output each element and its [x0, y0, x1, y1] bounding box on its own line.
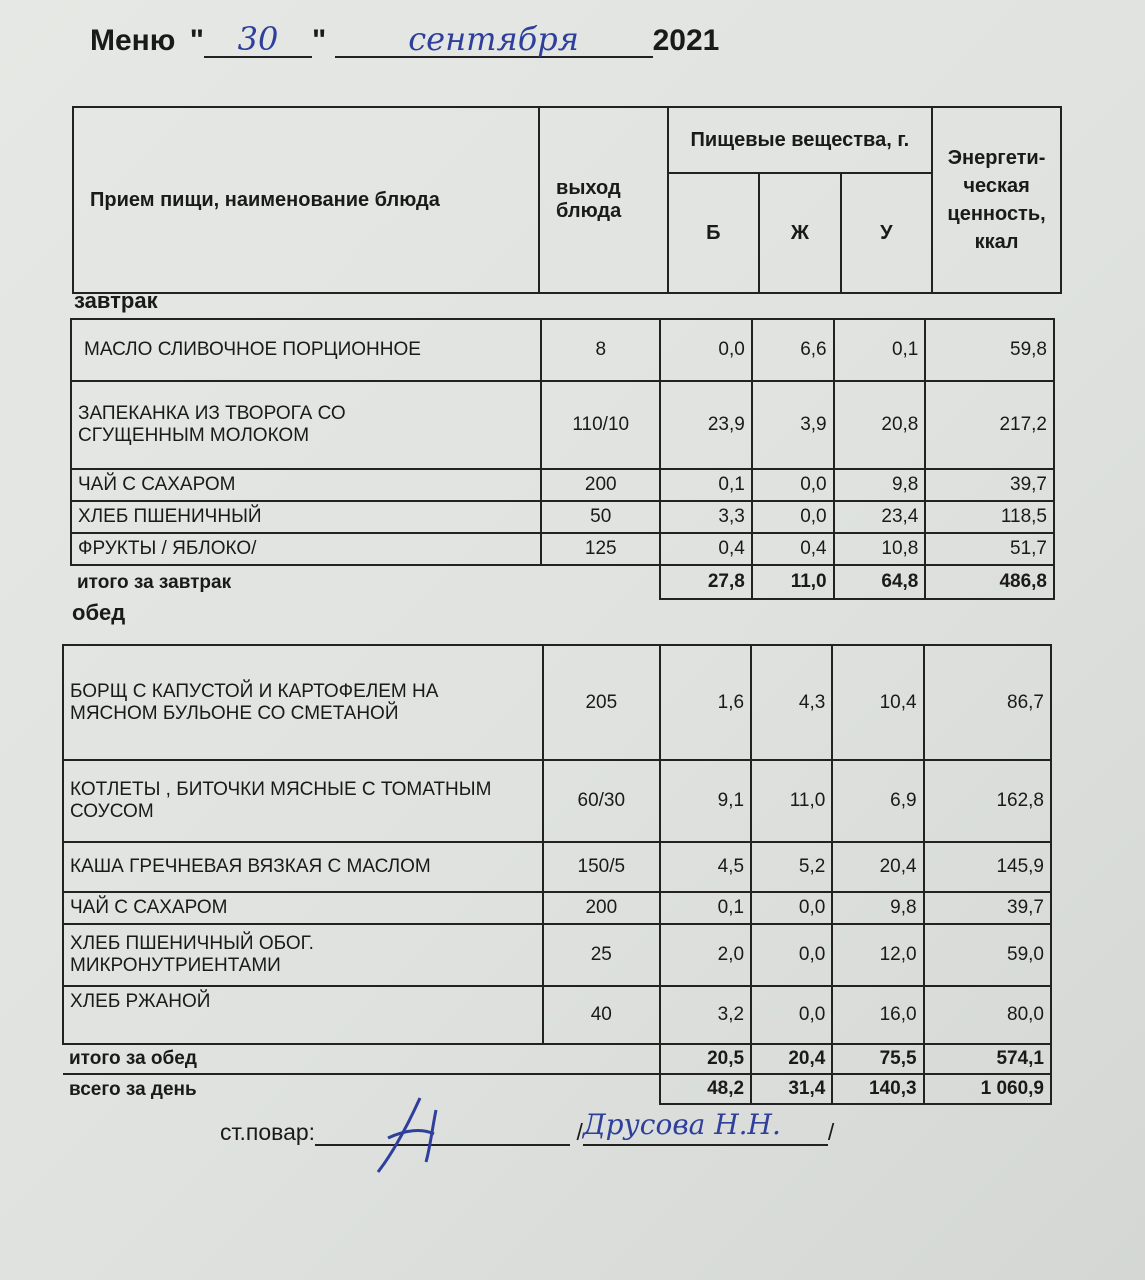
table-row — [71, 533, 1054, 565]
dish-kcal: 162,8 — [924, 760, 1051, 842]
dish-kcal: 118,5 — [925, 501, 1054, 533]
day-total-label: всего за день — [63, 1074, 660, 1104]
col-energy: Энергети-ческая ценность, ккал — [932, 107, 1061, 293]
dish-u: 12,0 — [832, 924, 923, 986]
menu-title — [90, 22, 719, 58]
dish-yield: 125 — [541, 533, 660, 565]
dish-kcal: 80,0 — [924, 986, 1051, 1044]
menu-label: Меню — [90, 24, 176, 57]
dish-name: ХЛЕБ ПШЕНИЧНЫЙ ОБОГ. МИКРОНУТРИЕНТАМИ — [63, 924, 543, 986]
dish-zh: 5,2 — [751, 842, 832, 892]
dish-u: 6,9 — [832, 760, 923, 842]
table-row — [71, 319, 1054, 381]
dish-b: 3,3 — [660, 501, 752, 533]
dish-kcal: 217,2 — [925, 381, 1054, 469]
dish-yield: 200 — [543, 892, 661, 924]
breakfast-total-label: итого за завтрак — [71, 565, 660, 599]
dish-u: 16,0 — [832, 986, 923, 1044]
dish-name: ЧАЙ С САХАРОМ — [63, 892, 543, 924]
dish-b: 1,6 — [660, 645, 751, 760]
dish-kcal: 39,7 — [925, 469, 1054, 501]
dish-u: 20,4 — [832, 842, 923, 892]
dish-yield: 50 — [541, 501, 660, 533]
signature-name-handwritten: Друсова Н.Н. — [583, 1108, 828, 1146]
dish-b: 9,1 — [660, 760, 751, 842]
dish-zh: 6,6 — [752, 319, 834, 381]
day-total-b: 48,2 — [660, 1074, 751, 1104]
dish-u: 20,8 — [834, 381, 926, 469]
table-row — [63, 986, 1051, 1044]
col-nutrients: Пищевые вещества, г. — [668, 107, 933, 173]
dish-zh: 4,3 — [751, 645, 832, 760]
signature-slash-close: / — [827, 1119, 835, 1145]
dish-zh: 0,0 — [751, 986, 832, 1044]
total-zh: 11,0 — [752, 565, 834, 599]
lunch-table — [62, 644, 1052, 1105]
dish-yield: 40 — [543, 986, 661, 1044]
quote-open: " — [189, 24, 204, 57]
dish-zh: 0,0 — [751, 892, 832, 924]
total-zh: 20,4 — [751, 1044, 832, 1074]
total-kcal: 486,8 — [925, 565, 1054, 599]
dish-name: БОРЩ С КАПУСТОЙ И КАРТОФЕЛЕМ НА МЯСНОМ БУЛЬОНЕ СО СМЕТАНОЙ — [63, 645, 543, 760]
dish-kcal: 145,9 — [924, 842, 1051, 892]
col-b: Б — [668, 173, 759, 293]
total-u: 64,8 — [834, 565, 926, 599]
lunch-total-label: итого за обед — [63, 1044, 660, 1074]
col-u: У — [841, 173, 932, 293]
breakfast-total-row — [71, 565, 1054, 599]
dish-name: МАСЛО СЛИВОЧНОЕ ПОРЦИОННОЕ — [71, 319, 541, 381]
total-b: 27,8 — [660, 565, 752, 599]
dish-yield: 200 — [541, 469, 660, 501]
dish-u: 9,8 — [834, 469, 926, 501]
dish-b: 0,0 — [660, 319, 752, 381]
dish-yield: 205 — [543, 645, 661, 760]
dish-zh: 0,0 — [751, 924, 832, 986]
dish-yield: 110/10 — [541, 381, 660, 469]
total-kcal: 574,1 — [924, 1044, 1051, 1074]
dish-zh: 0,0 — [752, 469, 834, 501]
signature-label: ст.повар: — [220, 1119, 316, 1145]
dish-name: КАША ГРЕЧНЕВАЯ ВЯЗКАЯ С МАСЛОМ — [63, 842, 543, 892]
dish-kcal: 86,7 — [924, 645, 1051, 760]
day-total-kcal: 1 060,9 — [924, 1074, 1051, 1104]
dish-name: КОТЛЕТЫ , БИТОЧКИ МЯСНЫЕ С ТОМАТНЫМ СОУСОМ — [63, 760, 543, 842]
dish-zh: 3,9 — [752, 381, 834, 469]
signature-line — [220, 1108, 834, 1146]
dish-kcal: 59,8 — [925, 319, 1054, 381]
dish-b: 0,1 — [660, 892, 751, 924]
dish-kcal: 59,0 — [924, 924, 1051, 986]
table-row — [71, 381, 1054, 469]
dish-b: 23,9 — [660, 381, 752, 469]
dish-b: 3,2 — [660, 986, 751, 1044]
col-yield: выход блюда — [539, 107, 668, 293]
day-total-zh: 31,4 — [751, 1074, 832, 1104]
section-breakfast-title: завтрак — [74, 288, 158, 313]
dish-u: 9,8 — [832, 892, 923, 924]
col-dish-name: Прием пищи, наименование блюда — [73, 107, 539, 293]
table-row — [63, 645, 1051, 760]
table-row — [63, 760, 1051, 842]
dish-b: 2,0 — [660, 924, 751, 986]
month-handwritten: сентября — [335, 22, 653, 58]
dish-zh: 0,4 — [752, 533, 834, 565]
total-u: 75,5 — [832, 1044, 923, 1074]
day-total-u: 140,3 — [832, 1074, 923, 1104]
dish-zh: 0,0 — [752, 501, 834, 533]
dish-u: 23,4 — [834, 501, 926, 533]
dish-yield: 8 — [541, 319, 660, 381]
dish-name: ХЛЕБ ПШЕНИЧНЫЙ — [71, 501, 541, 533]
dish-yield: 150/5 — [543, 842, 661, 892]
dish-zh: 11,0 — [751, 760, 832, 842]
signature-scribble — [360, 1090, 470, 1180]
dish-u: 0,1 — [834, 319, 926, 381]
signature-slash-open: / — [576, 1119, 583, 1145]
dish-name: ФРУКТЫ / ЯБЛОКО/ — [71, 533, 541, 565]
menu-header-table — [72, 106, 1062, 294]
breakfast-table — [70, 318, 1055, 600]
table-row — [71, 501, 1054, 533]
table-row — [63, 842, 1051, 892]
dish-kcal: 39,7 — [924, 892, 1051, 924]
lunch-total-row — [63, 1044, 1051, 1074]
section-lunch-title: обед — [72, 600, 126, 625]
dish-kcal: 51,7 — [925, 533, 1054, 565]
col-zh: Ж — [759, 173, 841, 293]
quote-close: " — [312, 24, 327, 57]
dish-name: ХЛЕБ РЖАНОЙ — [63, 986, 543, 1044]
table-row — [71, 469, 1054, 501]
year: 2021 — [652, 24, 720, 57]
dish-name: ЗАПЕКАНКА ИЗ ТВОРОГА СО СГУЩЕННЫМ МОЛОКОМ — [71, 381, 541, 469]
day-handwritten: 30 — [204, 22, 312, 58]
dish-yield: 25 — [543, 924, 661, 986]
total-b: 20,5 — [660, 1044, 751, 1074]
dish-u: 10,8 — [834, 533, 926, 565]
table-row — [63, 924, 1051, 986]
day-total-row — [63, 1074, 1051, 1104]
dish-yield: 60/30 — [543, 760, 661, 842]
dish-b: 0,4 — [660, 533, 752, 565]
dish-name: ЧАЙ С САХАРОМ — [71, 469, 541, 501]
dish-u: 10,4 — [832, 645, 923, 760]
dish-b: 0,1 — [660, 469, 752, 501]
dish-b: 4,5 — [660, 842, 751, 892]
table-row — [63, 892, 1051, 924]
